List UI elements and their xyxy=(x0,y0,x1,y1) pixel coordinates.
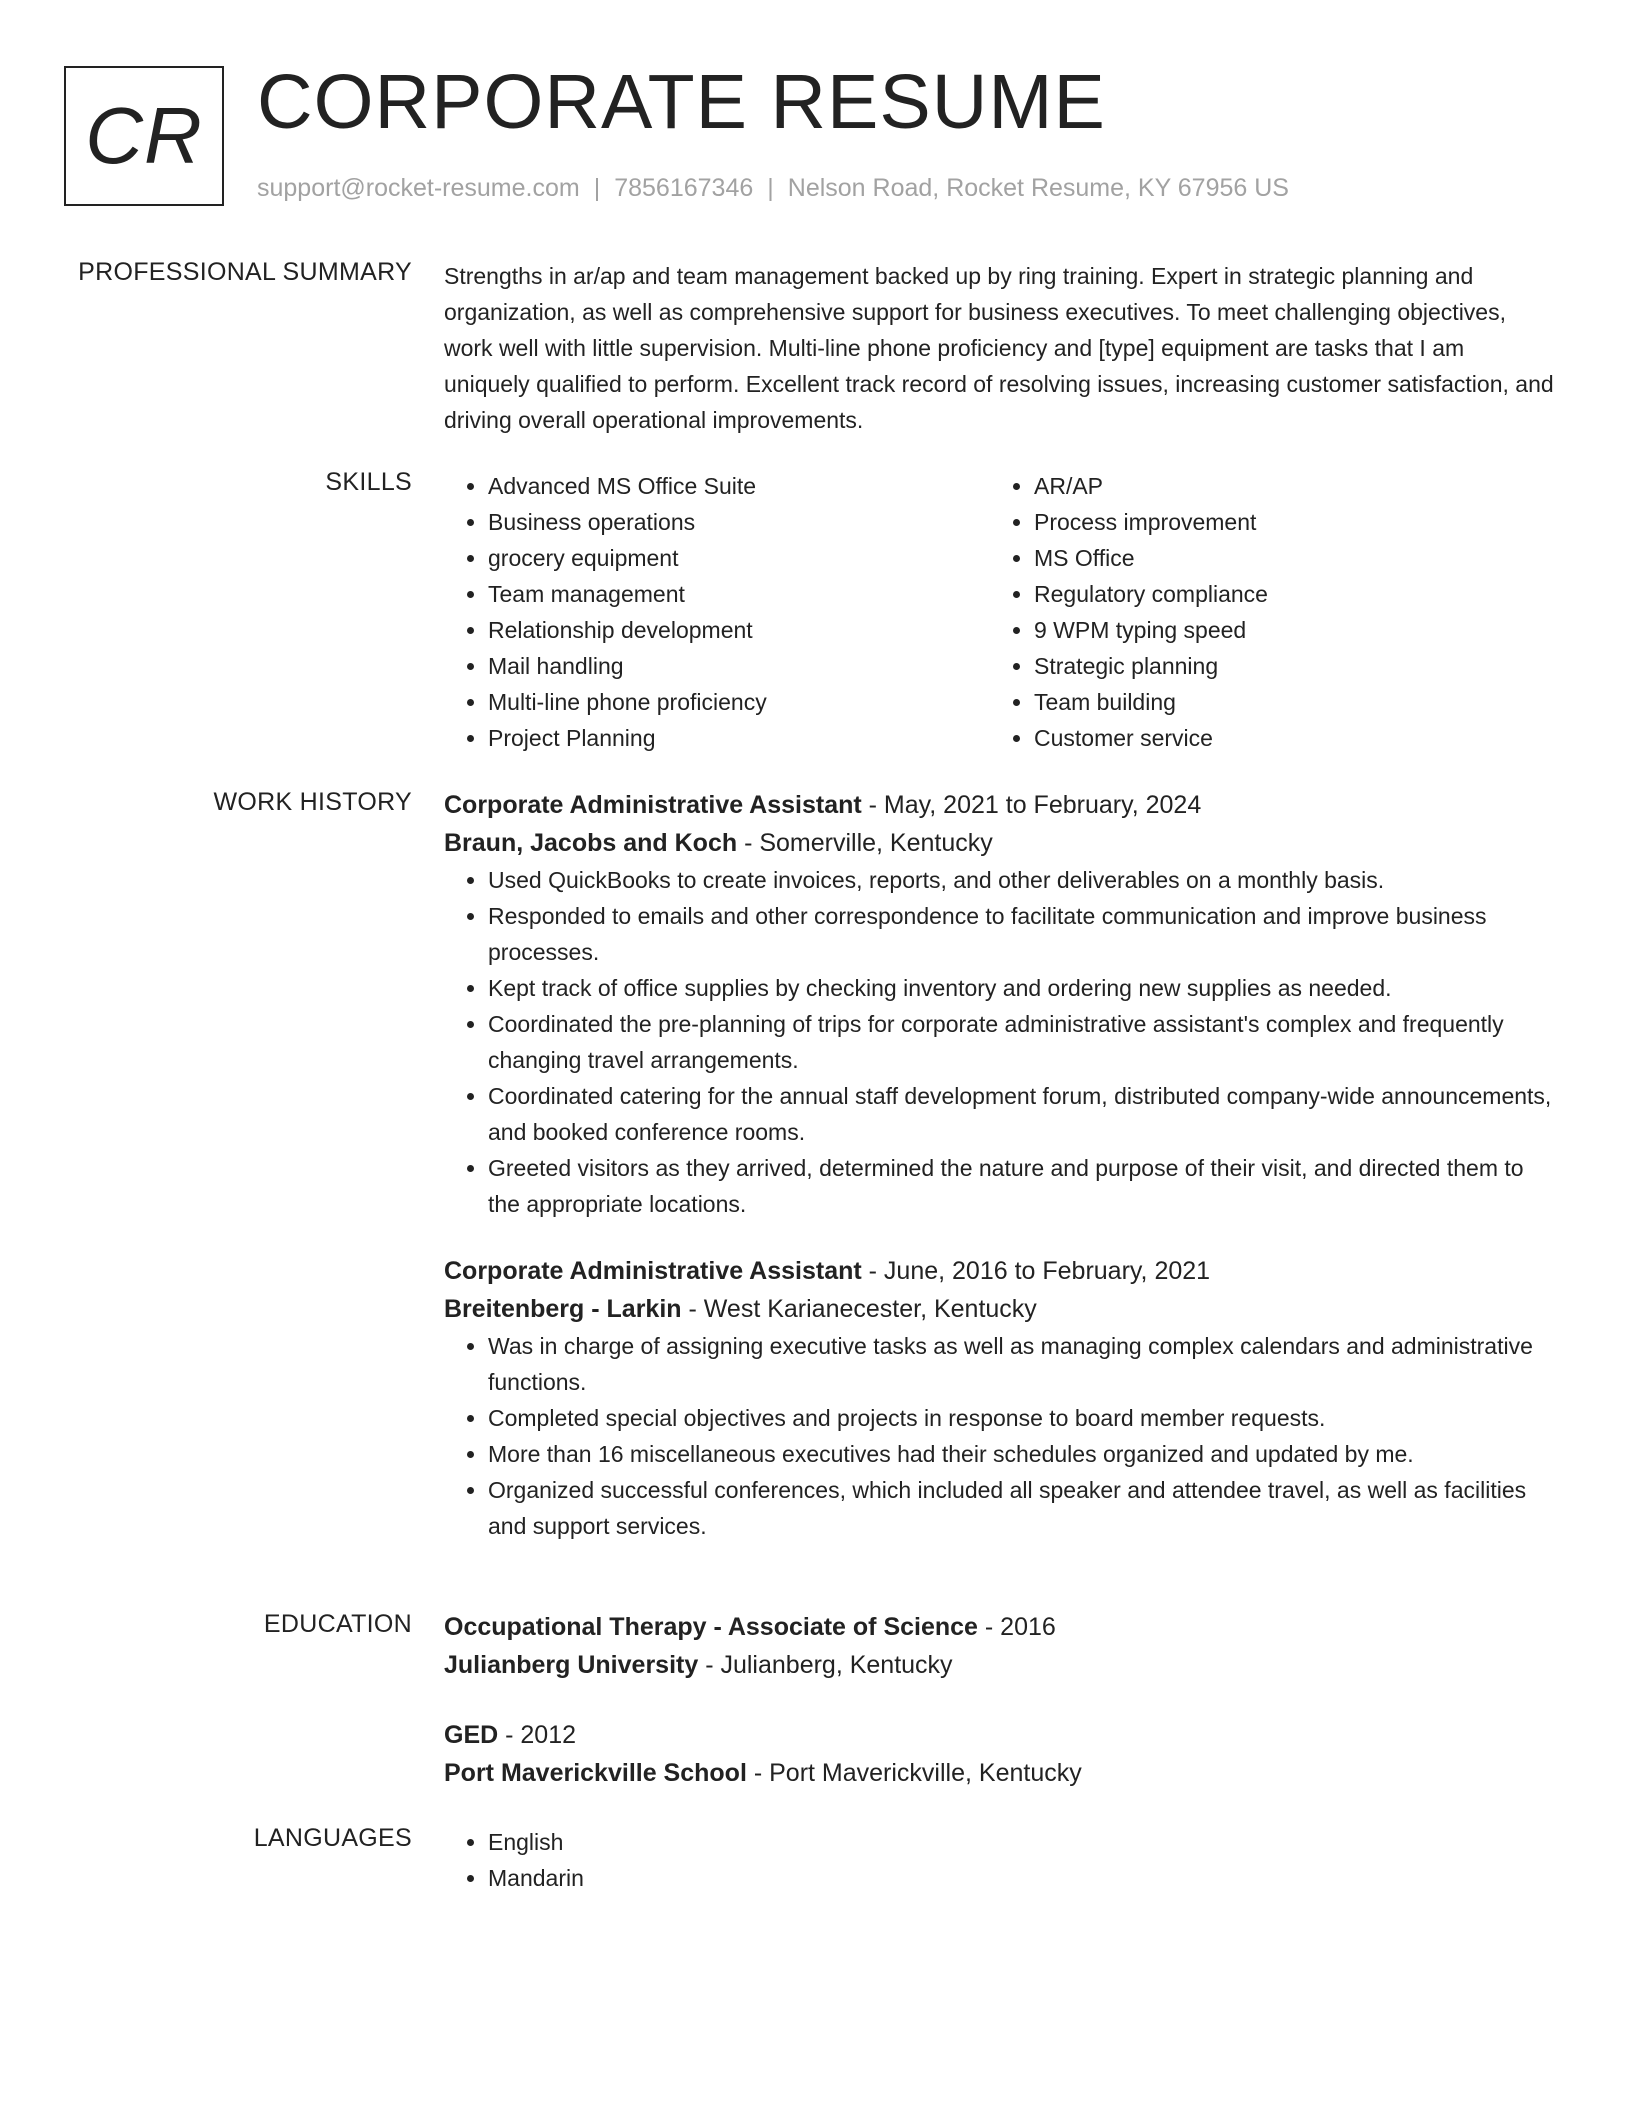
skill-item: • Team management xyxy=(488,576,990,612)
skills-grid xyxy=(444,468,1554,756)
job-duty: • Kept track of office supplies by checking inventory and ordering new supplies as needed. xyxy=(488,970,1554,1006)
section-label-skills: SKILLS xyxy=(325,468,412,496)
job-title: Corporate Administrative Assistant xyxy=(444,791,862,819)
education-school: Julianberg University xyxy=(444,1651,699,1679)
job-company: Braun, Jacobs and Koch xyxy=(444,829,738,857)
education-degree: Occupational Therapy - Associate of Science xyxy=(444,1613,978,1641)
contact-line xyxy=(257,174,1289,203)
education-location: - Julianberg, Kentucky xyxy=(698,1651,953,1679)
work-history-body xyxy=(444,786,1554,1566)
job-duty: • Coordinated the pre-planning of trips for corporate administrative assistant's complex and frequently changing travel arrangements. xyxy=(488,1006,1554,1078)
education-degree-line xyxy=(444,1608,1554,1646)
job-title: Corporate Administrative Assistant xyxy=(444,1257,862,1285)
job-dates: - May, 2021 to February, 2024 xyxy=(861,791,1202,819)
contact-email: support@rocket-resume.com xyxy=(257,174,580,202)
job-title-line xyxy=(444,1252,1554,1290)
contact-address: Nelson Road, Rocket Resume, KY 67956 US xyxy=(787,174,1289,202)
education-entry xyxy=(444,1608,1554,1684)
resume-title: CORPORATE RESUME xyxy=(257,59,1106,145)
skill-item: • Mail handling xyxy=(488,648,990,684)
job-duty: • More than 16 miscellaneous executives had their schedules organized and updated by me. xyxy=(488,1436,1554,1472)
monogram-initials: CR xyxy=(85,91,203,180)
job-company-line xyxy=(444,1290,1554,1328)
job-duty: • Greeted visitors as they arrived, determined the nature and purpose of their visit, and directed them to the appropriate locations. xyxy=(488,1150,1554,1222)
job-duty: • Completed special objectives and projects in response to board member requests. xyxy=(488,1400,1554,1436)
skill-item: • AR/AP xyxy=(1034,468,1536,504)
education-school: Port Maverickville School xyxy=(444,1759,747,1787)
job-duty: • Was in charge of assigning executive tasks as well as managing complex calendars and administrative functions. xyxy=(488,1328,1554,1400)
summary-text: Strengths in ar/ap and team management backed up by ring training. Expert in strategic planning and organization, as well as comprehensive support for business executives. To meet challenging objectives, work well with little supervision. Multi-line phone proficiency and [type] equipment are tasks that I am uniquely qualified to perform. Excellent track record of resolving issues, increasing customer satisfaction, and driving overall operational improvements. xyxy=(444,263,1554,433)
job-duties-list xyxy=(444,862,1554,1222)
skill-item: • Strategic planning xyxy=(1034,648,1536,684)
skill-item: • Relationship development xyxy=(488,612,990,648)
education-degree-line xyxy=(444,1716,1554,1754)
summary-body xyxy=(444,258,1554,438)
education-year: - 2016 xyxy=(977,1613,1056,1641)
skill-item: • Business operations xyxy=(488,504,990,540)
job-title-line xyxy=(444,786,1554,824)
skill-item: • Project Planning xyxy=(488,720,990,756)
job-dates: - June, 2016 to February, 2021 xyxy=(861,1257,1211,1285)
section-label-work-history: WORK HISTORY xyxy=(213,788,412,816)
job-company-line xyxy=(444,824,1554,862)
education-location: - Port Maverickville, Kentucky xyxy=(746,1759,1082,1787)
job-duty: • Organized successful conferences, which included all speaker and attendee travel, as well as facilities and support services. xyxy=(488,1472,1554,1544)
job-entry xyxy=(444,1252,1554,1544)
job-entry xyxy=(444,786,1554,1222)
education-year: - 2012 xyxy=(498,1721,577,1749)
skill-item: • 9 WPM typing speed xyxy=(1034,612,1536,648)
education-entry xyxy=(444,1716,1554,1792)
skill-item: • Process improvement xyxy=(1034,504,1536,540)
job-company: Breitenberg - Larkin xyxy=(444,1295,682,1323)
section-label-languages: LANGUAGES xyxy=(253,1824,412,1852)
skills-list-left xyxy=(444,468,990,756)
skill-item: • Team building xyxy=(1034,684,1536,720)
job-duty: • Responded to emails and other correspondence to facilitate communication and improve business processes. xyxy=(488,898,1554,970)
contact-phone: 7856167346 xyxy=(614,174,754,202)
skill-item: • Regulatory compliance xyxy=(1034,576,1536,612)
skills-body xyxy=(444,468,1554,756)
section-label-summary: PROFESSIONAL SUMMARY xyxy=(78,258,412,286)
skill-item: • Advanced MS Office Suite xyxy=(488,468,990,504)
skills-list-right xyxy=(990,468,1536,756)
section-label-education: EDUCATION xyxy=(263,1610,412,1638)
language-item: • Mandarin xyxy=(488,1860,1554,1896)
job-duty: • Coordinated catering for the annual staff development forum, distributed company-wide announcements, and booked conference rooms. xyxy=(488,1078,1554,1150)
languages-list xyxy=(444,1824,1554,1896)
languages-body xyxy=(444,1824,1554,1896)
skill-item: • Multi-line phone proficiency xyxy=(488,684,990,720)
job-location: - Somerville, Kentucky xyxy=(737,829,993,857)
job-duties-list xyxy=(444,1328,1554,1544)
education-school-line xyxy=(444,1646,1554,1684)
skills-column-left xyxy=(444,468,990,756)
education-degree: GED xyxy=(444,1721,499,1749)
education-school-line xyxy=(444,1754,1554,1792)
skill-item: • grocery equipment xyxy=(488,540,990,576)
contact-separator: | xyxy=(767,174,774,202)
education-body xyxy=(444,1608,1554,1824)
contact-separator: | xyxy=(593,174,601,202)
job-location: - West Karianecester, Kentucky xyxy=(681,1295,1037,1323)
job-duty: • Used QuickBooks to create invoices, reports, and other deliverables on a monthly basis. xyxy=(488,862,1554,898)
skills-column-right xyxy=(990,468,1536,756)
skill-item: • Customer service xyxy=(1034,720,1536,756)
language-item: • English xyxy=(488,1824,1554,1860)
monogram-box xyxy=(64,66,224,206)
skill-item: • MS Office xyxy=(1034,540,1536,576)
